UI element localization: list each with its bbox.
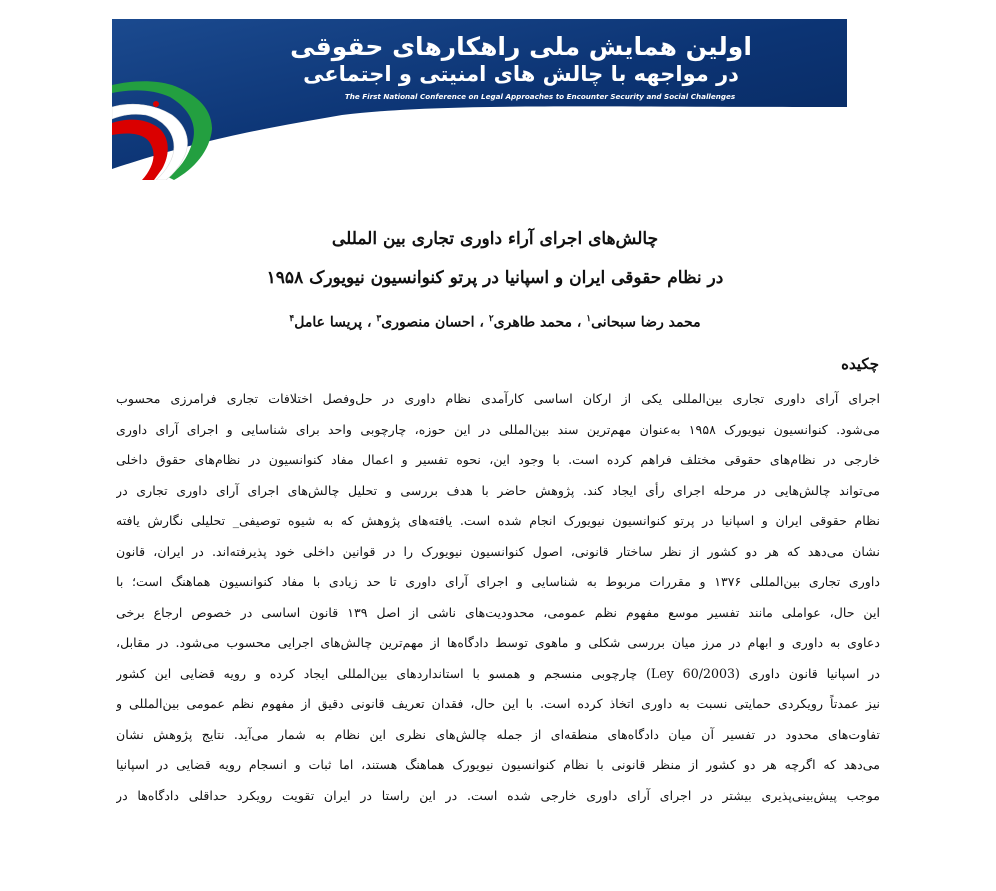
author-name: پریسا عامل xyxy=(294,314,363,331)
flag-emblem-icon xyxy=(153,101,159,107)
abstract-line: تفاوت‌های محدود در تفسیر آن میان دادگاه‌های منطقه‌ای از جمله چالش‌های نظری این نظام به شمار می‌آید. نتایج پژوهش نشان xyxy=(116,726,880,742)
abstract-line: این حال، عواملی مانند تفسیر موسع مفهوم نظم عمومی، محدودیت‌های ناشی از اصل ۱۳۹ قانون اساسی در خصوص ارجاع برخی xyxy=(116,604,880,620)
banner-title-line1: اولین همایش ملی راهکارهای حقوقی xyxy=(290,32,752,61)
author-affiliation-number: ۲ xyxy=(488,314,494,324)
abstract-line: موجب پیش‌بینی‌پذیری بیشتر در اجرای آرای داوری خارجی شده است. در این راستا در ایران تقویت رویکرد حداقلی دادگاه‌ها در xyxy=(116,787,880,803)
banner-title-line2: در مواجهه با چالش های امنیتی و اجتماعی xyxy=(303,62,739,86)
banner-title-fa xyxy=(221,31,821,87)
author-name: احسان منصوری xyxy=(381,314,475,331)
author-separator: ، xyxy=(474,314,484,331)
abstract-line: دعاوی به داوری و ابهام در مرز میان بررسی شکلی و ماهوی توسط دادگاه‌ها از مهم‌ترین چالش‌های اجرایی محسوب می‌شود. در مقابل، xyxy=(116,635,880,650)
author-name: محمد طاهری xyxy=(493,314,572,331)
abstract-line: نظام حقوقی ایران و اسپانیا در پرتو کنوانسیون نیویورک انجام شده است. یافته‌های پژوهش که به شیوه توصیفی_ تحلیلی نگارش یافته xyxy=(116,513,880,528)
author-separator: ، xyxy=(362,314,372,331)
abstract-line: نیز عمدتاً رویکردی حمایتی نسبت به داوری اتخاذ کرده است. با این حال، فقدان تعریف قانونی دقیق از مفهوم نظم عمومی بین‌المللی و xyxy=(116,696,880,711)
abstract-line: در اسپانیا قانون داوری (Ley 60/2003) چارچوبی منسجم و همسو با استانداردهای بین‌المللی ایجاد کرده و رویه قضایی این کشور xyxy=(116,665,880,681)
abstract-body xyxy=(116,384,880,811)
author-list xyxy=(150,314,840,331)
abstract-line: می‌دهد که اگرچه هر دو کشور از منظر قانونی با نظام کنوانسیون نیویورک هماهنگ هستند، اما ثبات و انسجام رویه قضایی در اسپانیا xyxy=(116,757,880,772)
paper-title-line2: در نظام حقوقی ایران و اسپانیا در پرتو کنوانسیون نیویورک ۱۹۵۸ xyxy=(266,268,724,288)
author-affiliation-number: ۴ xyxy=(289,314,295,324)
author-affiliation-number: ۳ xyxy=(376,314,382,324)
conference-banner xyxy=(112,19,847,180)
author-name: محمد رضا سبحانی xyxy=(591,314,701,331)
paper-title-line1: چالش‌های اجرای آراء داوری تجاری بین المللی xyxy=(331,229,659,249)
abstract-line: نشان می‌دهد که هر دو کشور از نظر ساختار قانونی، اصول کنوانسیون نیویورک را در قوانین داخلی خود پذیرفته‌اند. در ایران، قانون xyxy=(116,543,880,559)
author-separator: ، xyxy=(571,314,582,331)
abstract-line: داوری تجاری بین‌المللی ۱۳۷۶ و مقررات مربوط به شناسایی و اجرای آرای داوری تا حد زیادی با مفاد کنوانسیون هماهنگ است؛ با xyxy=(116,574,880,589)
author-affiliation-number: ۱ xyxy=(586,314,592,324)
abstract-heading: چکیده xyxy=(841,355,879,373)
abstract-line: خارجی در نظام‌های حقوقی مختلف فراهم کرده است. با وجود این، نحوه تفسیر و اعمال مفاد کنوانسیون در نظام‌های حقوق داخلی xyxy=(116,452,880,467)
abstract-line: می‌تواند چالش‌هایی در مرحله اجرای رأی ایجاد کند. پژوهش حاضر با هدف بررسی و تحلیل چالش‌های اجرای آرای داوری تجاری در xyxy=(116,482,880,498)
banner-title-en: The First National Conference on Legal Approaches to Encounter Security and Social Challenges xyxy=(344,92,736,101)
abstract-line: اجرای آرای داوری تجاری بین‌المللی یکی از ارکان اساسی کارآمدی نظام داوری در حل‌وفصل اختلافات تجاری فرامرزی محسوب xyxy=(116,391,880,406)
abstract-line: می‌شود. کنوانسیون نیویورک ۱۹۵۸ به‌عنوان مهم‌ترین سند بین‌المللی در این حوزه، چارچوبی واحد برای شناسایی و اجرای آرای داوری xyxy=(116,421,880,437)
